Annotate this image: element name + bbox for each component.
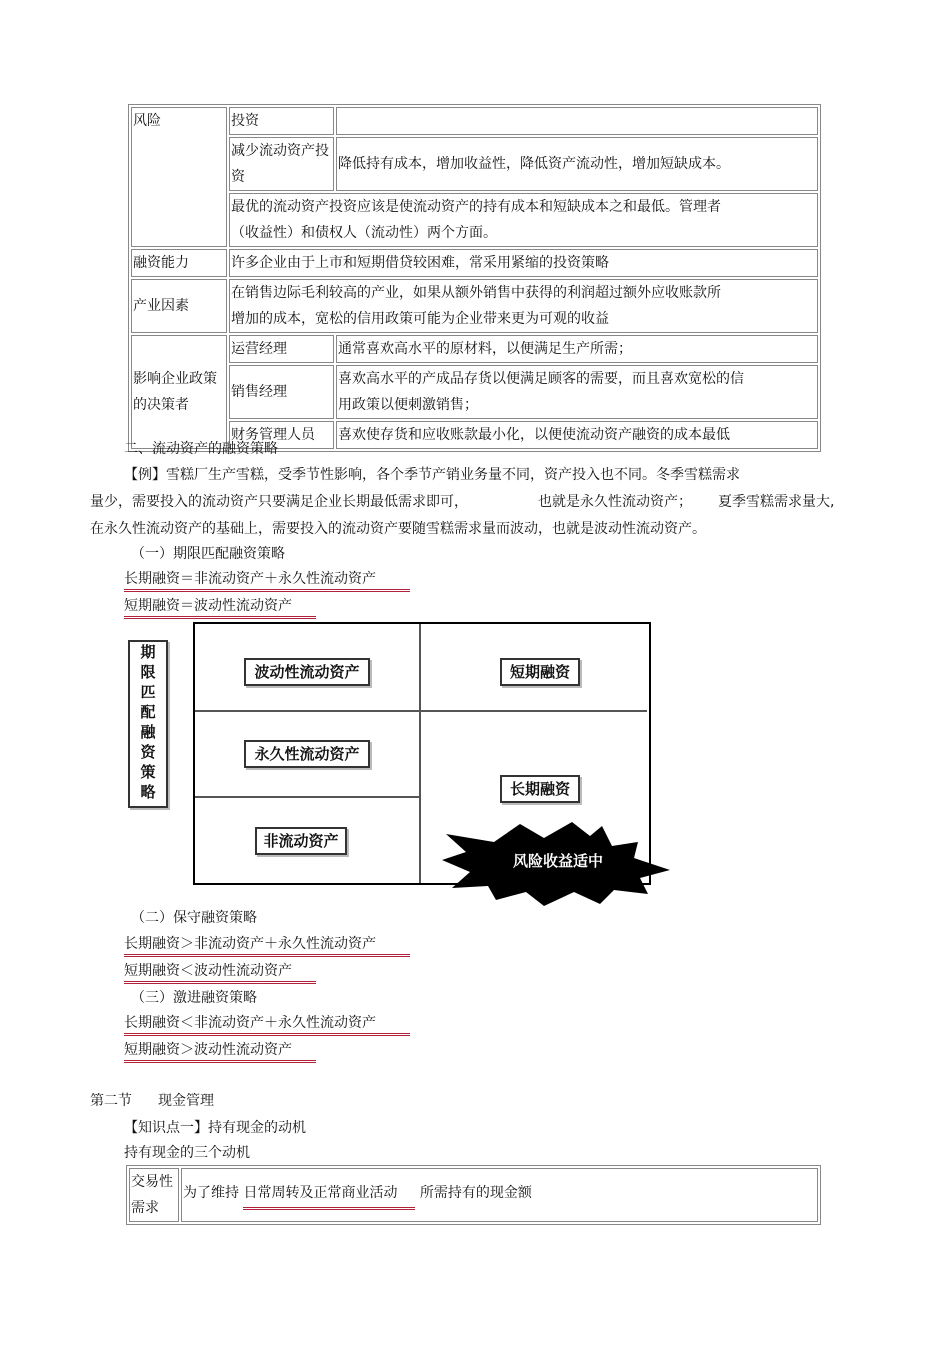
- cell-sales: 销售经理: [229, 365, 334, 419]
- strategy1-f2-text: 短期融资＝波动性流动资产: [124, 595, 316, 619]
- strategy3-f1-text: 长期融资＜非流动资产＋永久性流动资产: [124, 1012, 410, 1036]
- strategy3-formula-2: [124, 1039, 316, 1063]
- diagram-divider-h1-right: [421, 710, 647, 712]
- knowledge-point-1: 【知识点一】持有现金的动机: [124, 1120, 306, 1136]
- side-label-char: 期: [140, 643, 156, 661]
- cell-ops-desc: 通常喜欢高水平的原材料，以便满足生产所需；: [336, 335, 818, 363]
- strategy3-f2-text: 短期融资＞波动性流动资产: [124, 1039, 316, 1063]
- motive-mid: 日常周转及正常商业活动: [243, 1180, 415, 1210]
- motive-pre: 为了维持: [183, 1185, 239, 1201]
- optimal-line-1: 最优的流动资产投资应该是使流动资产的持有成本和短缺成本之和最低。管理者: [231, 199, 721, 215]
- chapter-title: 现金管理: [158, 1093, 214, 1109]
- section-title: 二、流动资产的融资策略: [124, 441, 278, 457]
- strategy1-formula-1: [124, 568, 410, 592]
- cell-industry-desc: [229, 279, 818, 333]
- diagram-divider-h2: [195, 796, 419, 798]
- cell-reduce-desc: 降低持有成本，增加收益性，降低资产流动性，增加短缺成本。: [336, 137, 818, 191]
- cell-transaction-label: 交易性需求: [129, 1168, 179, 1222]
- strategy2-formula-1: [124, 933, 410, 957]
- motive-table: [126, 1165, 821, 1225]
- strategy1-f1-text: 长期融资＝非流动资产＋永久性流动资产: [124, 568, 410, 592]
- cell-reduce: 减少流动资产投资: [229, 137, 334, 191]
- side-label-char: 略: [140, 783, 156, 801]
- cell-decision: 影响企业政策的决策者: [131, 335, 227, 449]
- cell-transaction-desc: [181, 1168, 818, 1222]
- cell-ops: 运营经理: [229, 335, 334, 363]
- cell-fin-mgr: 财务管理人员: [229, 421, 334, 449]
- side-label-char: 融: [140, 723, 156, 741]
- cell-risk: 风险: [131, 107, 227, 247]
- matching-strategy-label: [128, 640, 168, 808]
- cell-finance-desc: 许多企业由于上市和短期借贷较困难，常采用紧缩的投资策略: [229, 249, 818, 277]
- diagram-divider-v: [419, 624, 421, 883]
- side-label-char: 限: [140, 663, 156, 681]
- risk-factor-table: [128, 104, 821, 452]
- cell-fin-mgr-desc: 喜欢使存货和应收账款最小化，以便使流动资产融资的成本最低: [336, 421, 818, 449]
- short-finance-box: 短期融资: [500, 658, 580, 686]
- sales-line-2: 用政策以便刺激销售；: [338, 397, 478, 413]
- cell-invest: 投资: [229, 107, 334, 135]
- side-label-char: 配: [140, 703, 156, 721]
- chapter-num: 第二节: [90, 1093, 132, 1109]
- risk-burst-shape: [440, 820, 672, 906]
- industry-line-1: 在销售边际毛利较高的产业，如果从额外销售中获得的利润超过额外应收账款所: [231, 285, 721, 301]
- strategy1-formula-2: [124, 595, 316, 619]
- fluct-asset-box: 波动性流动资产: [244, 658, 370, 686]
- strategy2-f1-text: 长期融资＞非流动资产＋永久性流动资产: [124, 933, 410, 957]
- optimal-line-2: （收益性）和债权人（流动性）两个方面。: [231, 225, 497, 241]
- strategy3-formula-1: [124, 1012, 410, 1036]
- cell-finance: 融资能力: [131, 249, 227, 277]
- cell-sales-desc: [336, 365, 818, 419]
- example-line-2a: 量少，需要投入的流动资产只要满足企业长期最低需求即可，: [90, 494, 468, 510]
- burst-label: 风险收益适中: [512, 852, 604, 870]
- noncur-asset-box: 非流动资产: [255, 827, 347, 855]
- motive-post: 所需持有的现金额: [419, 1185, 532, 1201]
- cell-industry: 产业因素: [131, 279, 227, 333]
- strategy2-title: （二）保守融资策略: [131, 910, 257, 926]
- side-label-char: 策: [140, 763, 156, 781]
- strategy1-title: （一）期限匹配融资策略: [131, 546, 285, 562]
- example-line-2c: 夏季雪糕需求量大,: [718, 494, 835, 510]
- sales-line-1: 喜欢高水平的产成品存货以便满足顾客的需要，而且喜欢宽松的信: [338, 371, 744, 387]
- cell-optimal: [229, 193, 818, 247]
- strategy3-title: （三）激进融资策略: [131, 990, 257, 1006]
- industry-line-2: 增加的成本，宽松的信用政策可能为企业带来更为可观的收益: [231, 311, 609, 327]
- example-line-1: 【例】雪糕厂生产雪糕，受季节性影响，各个季节产销业务量不同，资产投入也不同。冬季雪糕需求: [124, 467, 740, 483]
- side-label-char: 匹: [140, 683, 156, 701]
- perm-asset-box: 永久性流动资产: [244, 740, 370, 768]
- long-finance-box: 长期融资: [500, 775, 580, 803]
- example-line-2b: 也就是永久性流动资产；: [538, 494, 692, 510]
- cell-empty: [336, 107, 818, 135]
- example-line-3: 在永久性流动资产的基础上，需要投入的流动资产要随雪糕需求量而波动，也就是波动性流动资产。: [90, 521, 706, 537]
- diagram-divider-h1-left: [195, 710, 419, 712]
- three-motives: 持有现金的三个动机: [124, 1145, 250, 1161]
- strategy2-formula-2: [124, 960, 316, 984]
- strategy2-f2-text: 短期融资＜波动性流动资产: [124, 960, 316, 984]
- side-label-char: 资: [140, 743, 156, 761]
